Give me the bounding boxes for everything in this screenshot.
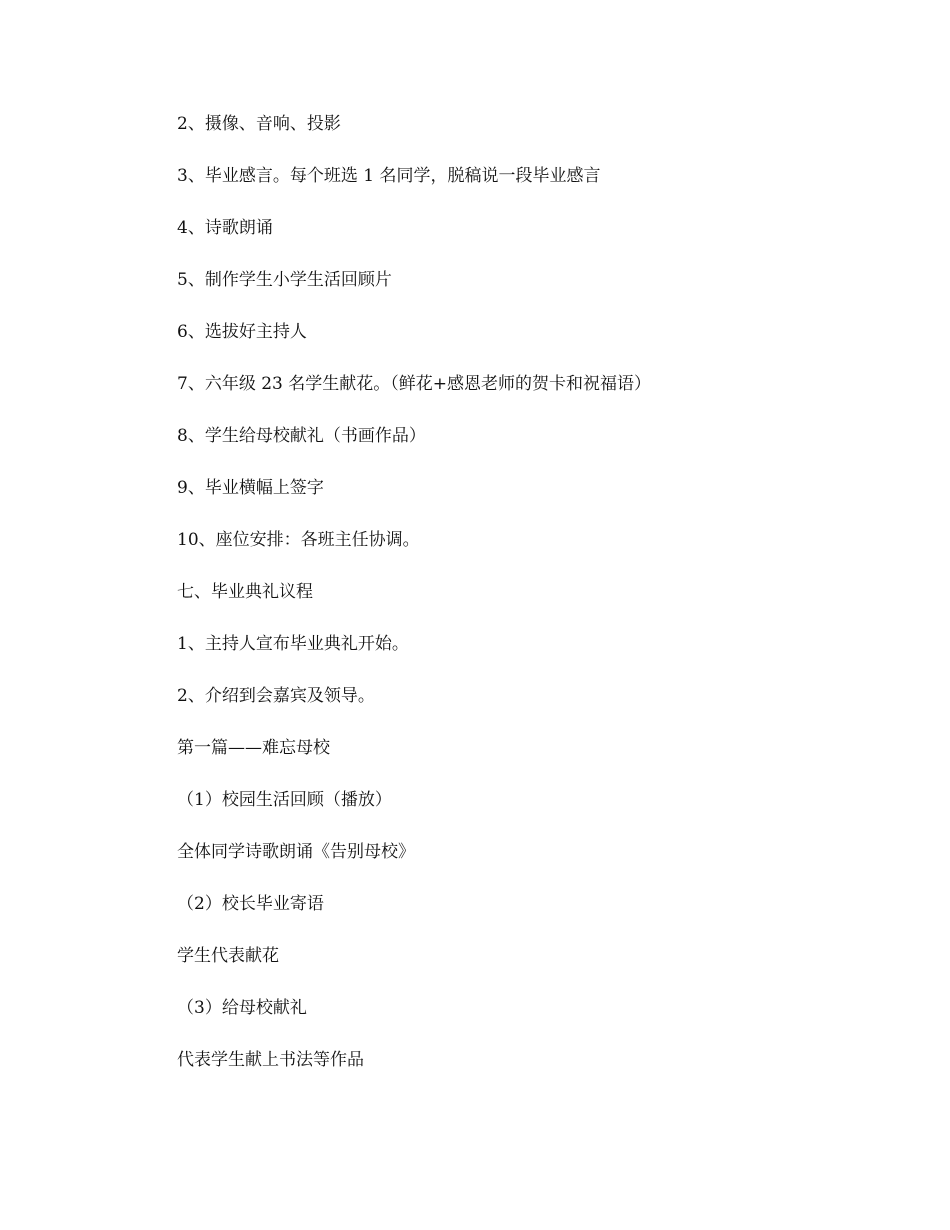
agenda-detail-flowers: 学生代表献花 [177, 946, 279, 966]
document-body [177, 112, 877, 1100]
agenda-subitem-review: （1）校园生活回顾（播放） [177, 790, 392, 810]
list-item-school-gift: 8、学生给母校献礼（书画作品） [177, 426, 426, 446]
agenda-subitem-gift: （3）给母校献礼 [177, 998, 307, 1018]
list-item-seating: 10、座位安排：各班主任协调。 [177, 530, 420, 550]
list-item-flower-presentation: 7、六年级 23 名学生献花。（鲜花+感恩老师的贺卡和祝福语） [177, 374, 651, 394]
agenda-item-opening: 1、主持人宣布毕业典礼开始。 [177, 634, 409, 654]
list-item-poetry-recitation: 4、诗歌朗诵 [177, 218, 273, 238]
agenda-item-guests: 2、介绍到会嘉宾及领导。 [177, 686, 375, 706]
agenda-detail-calligraphy: 代表学生献上书法等作品 [177, 1050, 364, 1070]
agenda-detail-recitation: 全体同学诗歌朗诵《告别母校》 [177, 842, 415, 862]
list-item-review-film: 5、制作学生小学生活回顾片 [177, 270, 392, 290]
list-item-host-selection: 6、选拔好主持人 [177, 322, 307, 342]
list-item-graduation-speech: 3、毕业感言。每个班选 1 名同学，脱稿说一段毕业感言 [177, 166, 601, 186]
agenda-subitem-principal: （2）校长毕业寄语 [177, 894, 324, 914]
list-item-banner-signing: 9、毕业横幅上签字 [177, 478, 324, 498]
section-heading-agenda: 七、毕业典礼议程 [177, 582, 313, 602]
chapter-heading: 第一篇——难忘母校 [177, 738, 330, 758]
list-item-equipment: 2、摄像、音响、投影 [177, 114, 341, 134]
